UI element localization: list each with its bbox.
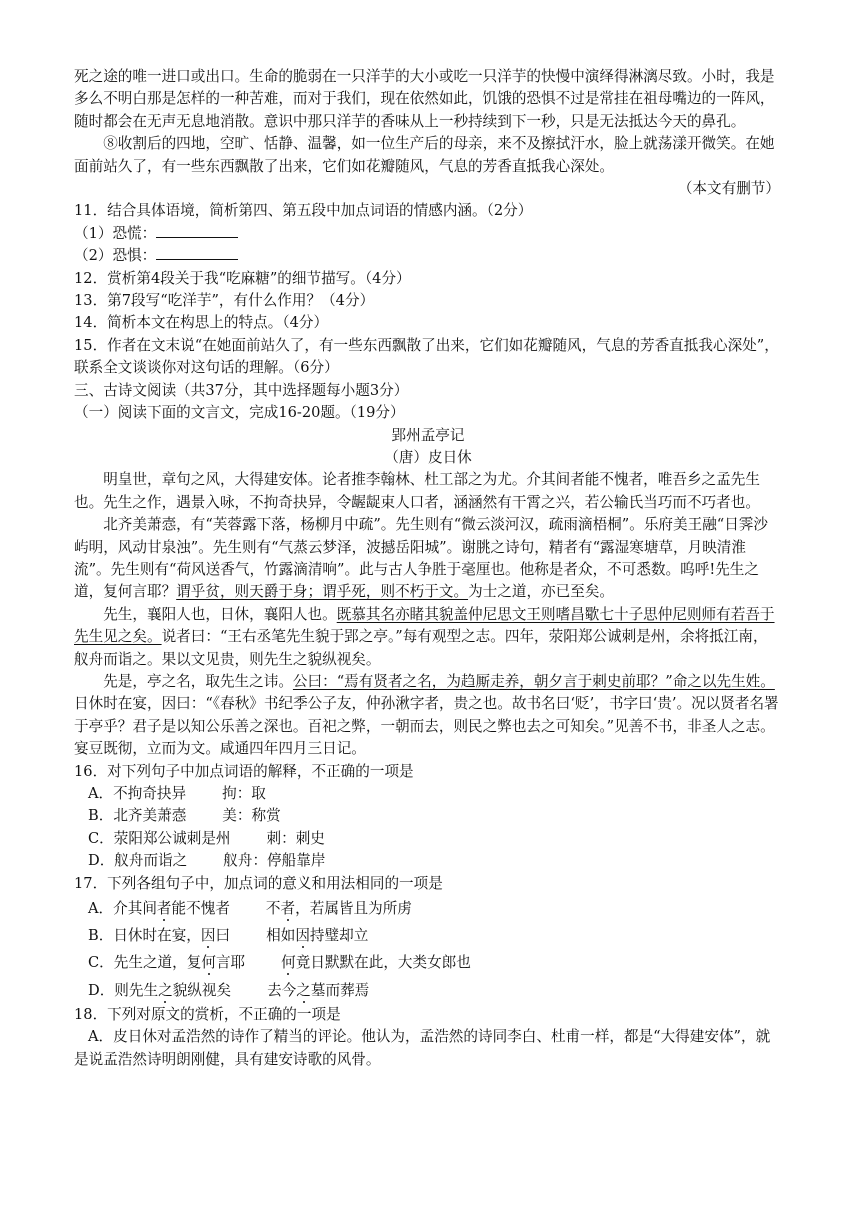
classical-paragraph-4 — [74, 671, 782, 761]
option-a-explanation: 拘：取 — [222, 785, 266, 802]
abridged-note: （本文有删节） — [677, 180, 780, 198]
question-11-part-2 — [74, 245, 782, 267]
essay-paragraph-continued: 死之途的唯一进口或出口。生命的脆弱在一只洋芋的大小或吃一只洋芋的快慢中演绎得淋漓尽致。小时，我是多么不明白那是怎样的一种苦难，而对于我们，现在依然如此，饥饿的恐惧不过是常挂在祖母嘴边的一阵风，随时都会在无声无息地消散。意识中那只洋芋的香味从上一秒持续到下一秒，只是无法抵达今天的鼻孔。 — [74, 68, 775, 130]
option-b-explanation: 美：称赏 — [222, 807, 281, 825]
classical-paragraph-2-text-b: 为士之道，亦已至矣。 — [468, 583, 615, 601]
classical-text-title: 郢州孟亭记 — [391, 426, 465, 444]
question-11-part-1 — [74, 223, 782, 245]
question-15: 15．作者在文末说“在她面前站久了，有一些东西飘散了出来，它们如花瓣随风，气息的芳香直抵我心深处”，联系全文谈谈你对这句话的理解。（6分） — [74, 336, 779, 377]
underlined-sentence-3: 公曰：“焉有贤者之名，为趋厮走养，朝夕言于刺史前耶？”命之以先生姓。 — [292, 672, 775, 690]
question-18: 18．下列对原文的赏析，不正确的一项是 — [74, 1005, 341, 1023]
dotted-word: 者 — [156, 900, 172, 918]
q17-d-text-3: 去今 — [267, 981, 297, 999]
option-c-sentence: C．荥阳郑公诚刺是州 — [88, 829, 231, 847]
question-14: 14．简析本文在构思上的特点。（4分） — [74, 314, 329, 332]
question-16-option-c — [74, 828, 782, 850]
dotted-word: 因 — [295, 927, 310, 945]
section-3-heading: 三、古诗文阅读（共37分，其中选择题每小题3分） — [74, 381, 409, 399]
classical-paragraph-3-text-a: 先生，襄阳人也，日休，襄阳人也。 — [103, 605, 337, 623]
underlined-sentence-2: 既慕其名亦睹其貌盖仲尼思文王则嗜昌歜七十子思仲尼则师有若吾于先生见之矣。 — [74, 605, 775, 646]
option-c-explanation: 刺：刺史 — [266, 829, 325, 847]
dotted-word: 何 — [201, 954, 216, 972]
q17-d-text-4: 墓而葬焉 — [310, 981, 370, 999]
q17-b-text-2: 曰 — [215, 927, 231, 945]
section-3-subheading: （一）阅读下面的文言文，完成16-20题。（19分） — [74, 404, 405, 422]
classical-paragraph-1: 明皇世，章句之风，大得建安体。论者推李翰林、杜工部之为尤。介其间者能不愧者，唯吾乡之孟先生也。先生之作，遇景入咏，不拘奇抉异，令龌龊束人口者，涵涵然有干霄之兴，若公输氏当巧而不巧者也。 — [74, 471, 760, 511]
q17-d-text-1: D．则先生 — [88, 981, 159, 999]
question-16-option-a — [74, 783, 782, 805]
q17-c-text-1: C．先生之道，复 — [88, 954, 202, 972]
question-16: 16．对下列句子中加点词语的解释，不正确的一项是 — [74, 762, 414, 780]
question-17: 17．下列各组句子中，加点词的意义和用法相同的一项是 — [74, 874, 443, 892]
question-11-part-2-label: （2）恐惧： — [74, 247, 157, 265]
option-d-sentence: D．舣舟而诣之 — [88, 852, 188, 870]
classical-paragraph-2-text-a: 北齐美萧悫，有“芙蓉露下落，杨柳月中疏”。先生则有“微云淡河汉，疏雨滴梧桐”。乐府美王融“日霁沙屿明，风动甘泉浊”。先生则有“气蒸云梦泽，波撼岳阳城”。谢朓之诗句，精者有“露湿寒塘草，月映清淮流”。先生则有“荷风送香气，竹露滴清响”。此与古人争胜于毫厘也。他称是者众，不可悉数。呜呼!先生之道，复何言耶？ — [74, 516, 769, 601]
question-17-option-b — [74, 922, 782, 949]
q17-c-text-4: 竟日默默在此，大类女郎也 — [295, 954, 471, 972]
q17-b-text-1: B．日休时在宴， — [88, 927, 201, 945]
question-17-option-d — [74, 977, 782, 1004]
classical-paragraph-3 — [74, 604, 782, 671]
q17-a-text-3: 不 — [265, 900, 281, 918]
q17-b-text-4: 持璧却立 — [309, 927, 369, 945]
classical-paragraph-2 — [74, 514, 782, 604]
question-16-option-b — [74, 805, 782, 827]
q17-d-text-2: 貌纵视矣 — [172, 981, 232, 999]
dotted-word: 何 — [281, 954, 296, 972]
underlined-sentence-1: 谓乎贫，则天爵于身；谓乎死，则不朽于文。 — [176, 583, 469, 601]
question-12: 12．赏析第4段关于我“吃麻糖”的细节描写。（4分） — [74, 269, 411, 287]
q17-c-text-2: 言耶 — [215, 954, 246, 972]
question-11-part-1-label: （1）恐慌： — [74, 224, 157, 242]
q17-a-text-2: 能不愧者 — [171, 900, 230, 918]
classical-paragraph-4-text-a: 先是，亭之名，取先生之讳。 — [103, 672, 293, 690]
option-d-explanation: 舣舟：停船靠岸 — [223, 852, 326, 870]
question-17-option-a — [74, 895, 782, 922]
classical-paragraph-3-text-b: 说者曰：“王右丞笔先生貌于郢之亭。”每有观型之志。四年，荥阳郑公诚刺是州，余将抵江南，舣舟而诣之。果以文见贵，则先生之貌纵视矣。 — [74, 628, 768, 668]
dotted-word: 之 — [158, 981, 173, 999]
dotted-word: 者 — [280, 900, 296, 918]
option-b-sentence: B．北齐美萧悫 — [88, 807, 187, 825]
classical-text-author: （唐）皮日休 — [384, 448, 472, 466]
question-11: 11．结合具体语境，简析第四、第五段中加点词语的情感内涵。（2分） — [74, 202, 533, 220]
essay-paragraph-8: ⑧收割后的四地，空旷、恬静、温馨，如一位生产后的母亲，来不及擦拭汗水，脸上就荡漾开微笑。在她面前站久了，有一些东西飘散了出来，它们如花瓣随风，气息的芳香直抵我心深处。 — [74, 135, 775, 175]
dotted-word: 因 — [200, 927, 216, 945]
answer-blank-1[interactable] — [156, 236, 238, 238]
question-13: 13．第7段写“吃洋芋”，有什么作用？（4分） — [74, 292, 375, 310]
q17-b-text-3: 相如 — [266, 927, 296, 945]
dotted-word: 之 — [296, 981, 311, 999]
question-16-option-d — [74, 850, 782, 872]
question-18-option-a: A．皮日休对孟浩然的诗作了精当的评论。他认为，孟浩然的诗同李白、杜甫一样，都是“大得建安体”，就是说孟浩然诗明朗刚健，具有建安诗歌的风骨。 — [74, 1028, 771, 1068]
classical-paragraph-4-text-b: 日休时在宴，因曰：“《春秋》书纪季公子友，仲孙湫字者，贵之也。故书名曰‘贬’，书字曰‘贵’。况以贤者名署于亭乎？君子是以知公乐善之深也。百祀之弊，一朝而去，则民之弊也去之可知矣。”见善不书，非圣人之志。宴豆既彻，立而为文。咸通四年四月三日记。 — [74, 695, 779, 758]
question-17-option-c — [74, 949, 782, 976]
q17-a-text-4: ，若属皆且为所虏 — [295, 900, 412, 918]
q17-a-text-1: A．介其间 — [88, 900, 157, 918]
answer-blank-2[interactable] — [156, 258, 238, 260]
option-a-sentence: A．不拘奇抉异 — [88, 785, 187, 802]
